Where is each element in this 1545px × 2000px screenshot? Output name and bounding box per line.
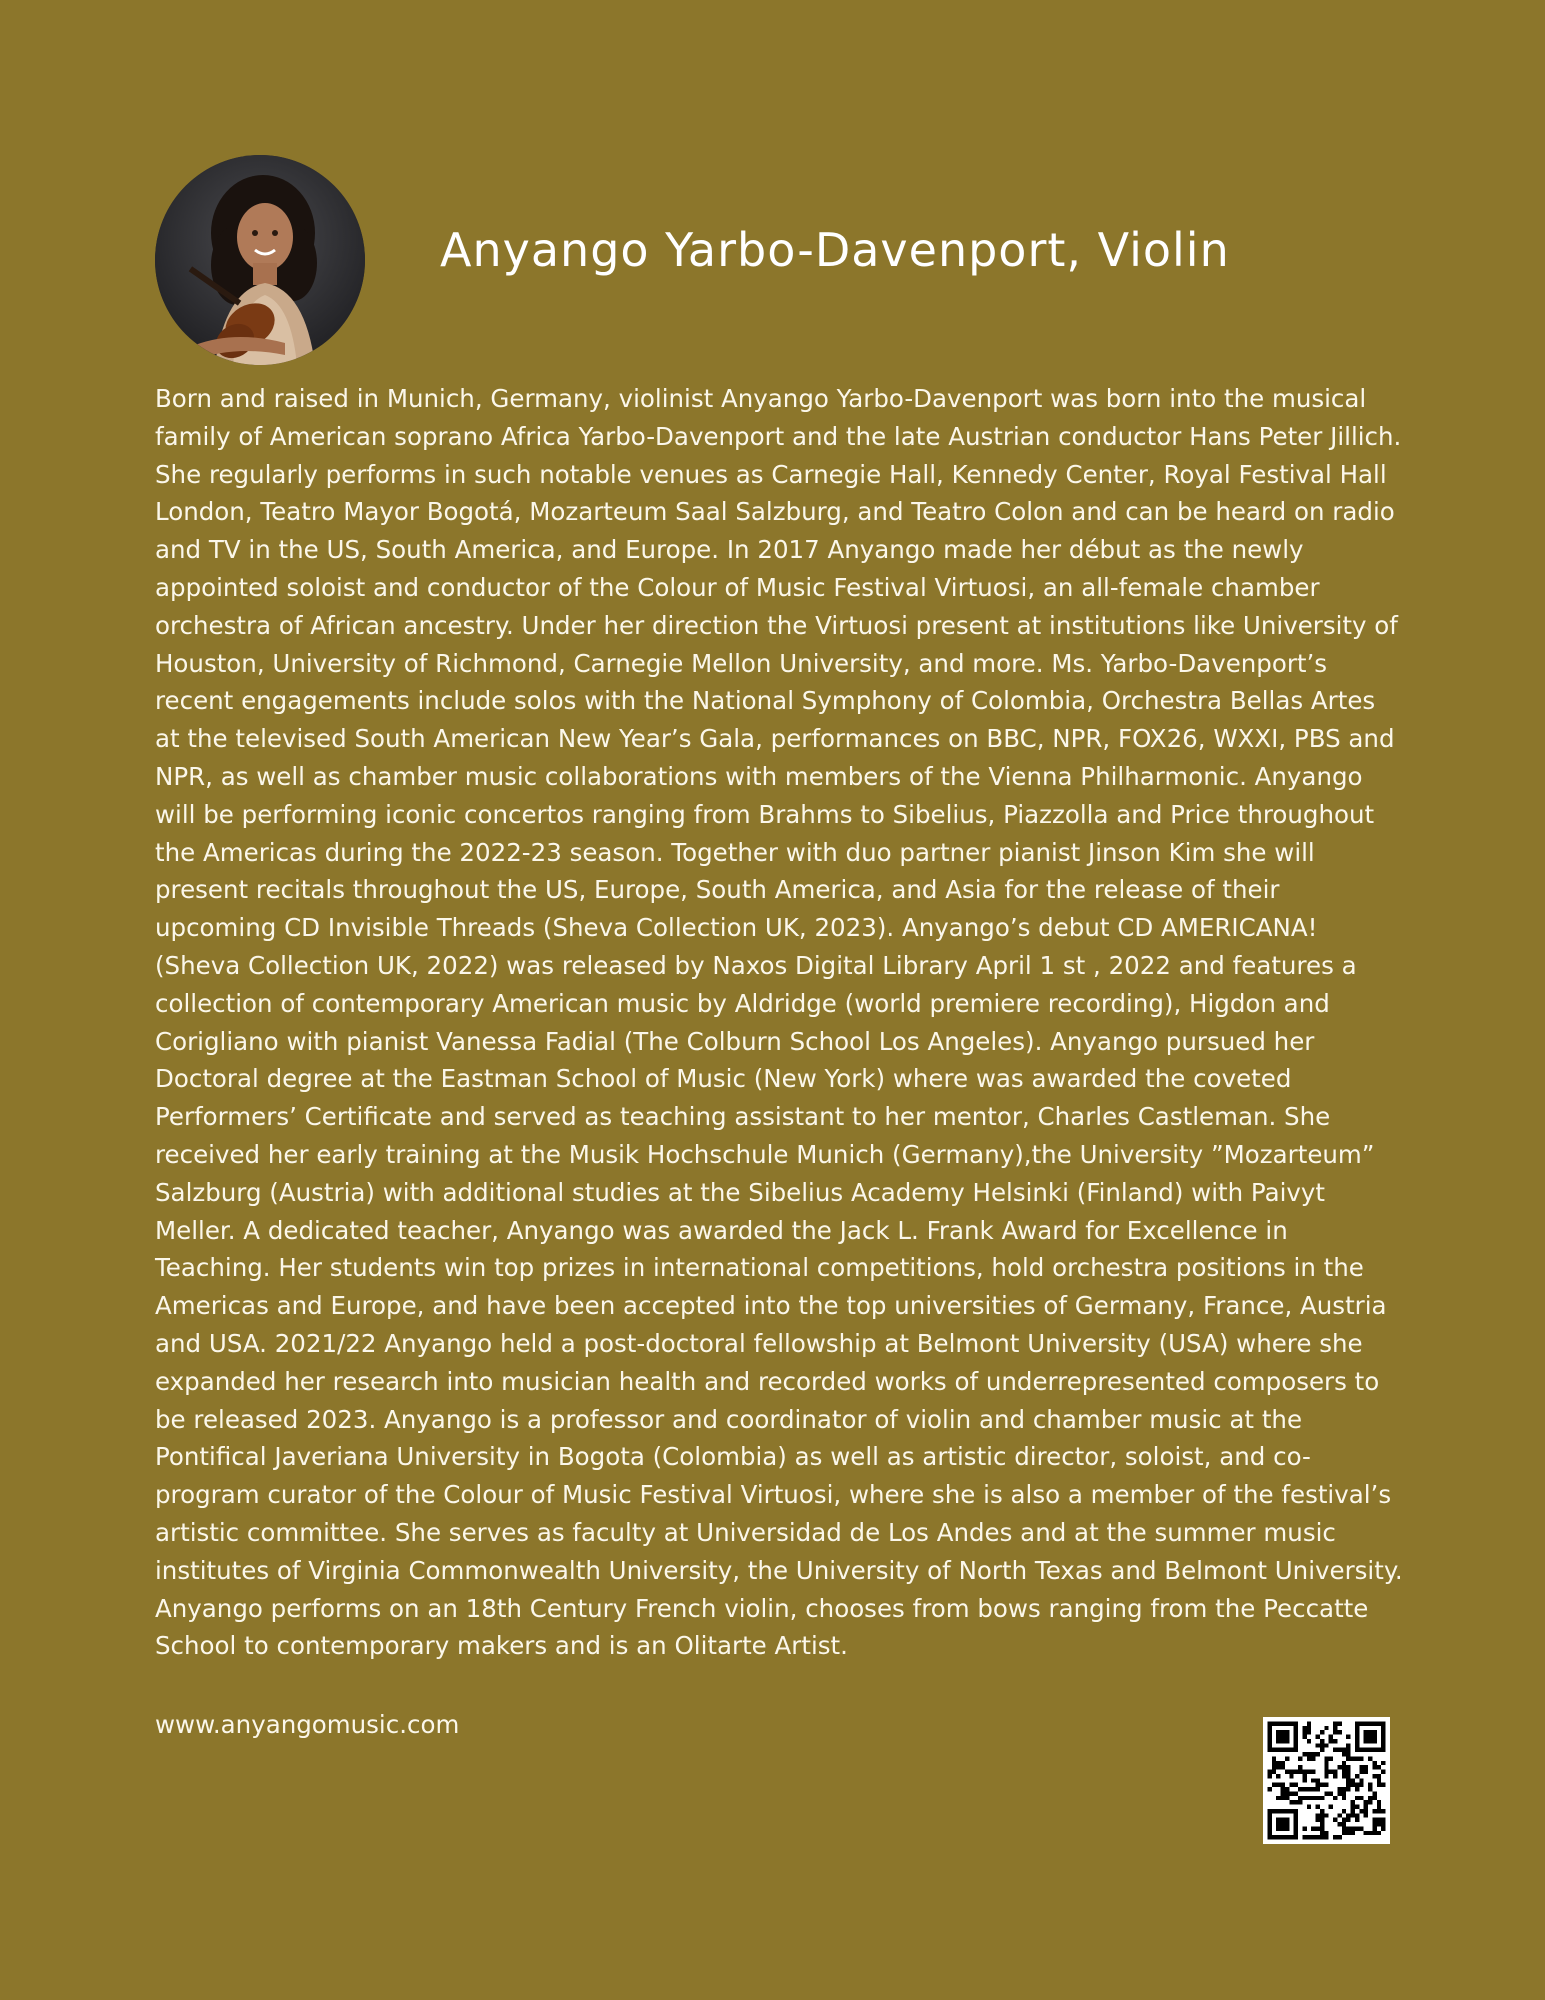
bio-text: Born and raised in Munich, Germany, violinist Anyango Yarbo-Davenport was born into the musical family of American soprano Africa Yarbo-Davenport and the late Austrian conductor Hans Peter Jillich. She regularly performs in such notable venues as Carnegie Hall, Kennedy Center, Royal Festival Hall London, Teatro Mayor Bogotá, Mozarteum Saal Salzburg, and Teatro Colon and can be heard on radio and TV in the US, South America, and Europe. In 2017 Anyango made her début as the newly appointed soloist and conductor of the Colour of Music Festival Virtuosi, an all-female chamber orchestra of African ancestry. Under her direction the Virtuosi present at institutions like University of Houston, University of Richmond, Carnegie Mellon University, and more. Ms. Yarbo-Davenport’s recent engagements include solos with the National Symphony of Colombia, Orchestra Bellas Artes at the televised South American New Year’s Gala, performances on BBC, NPR, FOX26, WXXI, PBS and NPR, as well as chamber music collaborations with members of the Vienna Philharmonic. Anyango will be performing iconic concertos ranging from Brahms to Sibelius, Piazzolla and Price throughout the Americas during the 2022-23 season. Together with duo partner pianist Jinson Kim she will present recitals throughout the US, Europe, South America, and Asia for the release of their upcoming CD Invisible Threads (Sheva Collection UK, 2023). Anyango’s debut CD AMERICANA! (Sheva Collection UK, 2022) was released by Naxos Digital Library April 1 st , 2022 and features a collection of contemporary American music by Aldridge (world premiere recording), Higdon and Corigliano with pianist Vanessa Fadial (The Colburn School Los Angeles). Anyango pursued her Doctoral degree at the Eastman School of Music (New York) where was awarded the coveted Performers’ Certificate and served as teaching assistant to her mentor, Charles Castleman. She received her early training at the Musik Hochschule Munich (Germany),the University ”Mozarteum” Salzburg (Austria) with additional studies at the Sibelius Academy Helsinki (Finland) with Paivyt Meller. A dedicated teacher, Anyango was awarded the Jack L. Frank Award for Excellence in Teaching. Her students win top prizes in international competitions, hold orchestra positions in the Americas and Europe, and have been accepted into the top universities of Germany, France, Austria and USA. 2021/22 Anyango held a post-doctoral fellowship at Belmont University (USA) where she expanded her research into musician health and recorded works of underrepresented composers to be released 2023. Anyango is a professor and coordinator of violin and chamber music at the Pontifical Javeriana University in Bogota (Colombia) as well as artistic director, soloist, and co-program curator of the Colour of Music Festival Virtuosi, where she is also a member of the festival’s artistic committee. She serves as faculty at Universidad de Los Andes and at the summer music institutes of Virginia Commonwealth University, the University of North Texas and Belmont University. Anyango performs on an 18th Century French violin, chooses from bows ranging from the Peccatte School to contemporary makers and is an Olitarte Artist. — [155, 384, 1403, 1661]
website-link[interactable]: www.anyangomusic.com — [155, 1710, 460, 1739]
page-title: Anyango Yarbo-Davenport, Violin — [440, 223, 1230, 277]
portrait-illustration — [155, 155, 365, 365]
portrait-photo — [155, 155, 365, 365]
qr-code-graphic — [1263, 1717, 1390, 1844]
qr-code-icon[interactable] — [1263, 1717, 1390, 1844]
